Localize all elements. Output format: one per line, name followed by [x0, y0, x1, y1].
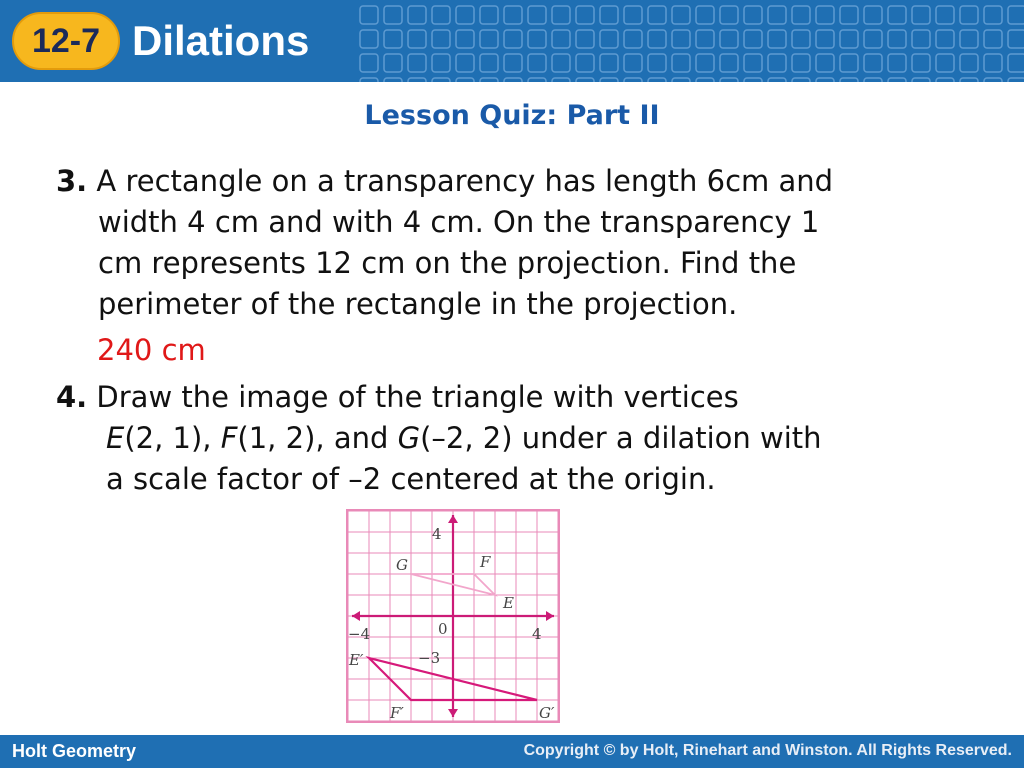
header-grid-cell: [504, 78, 522, 82]
vertex-f-label: F: [220, 421, 238, 455]
y-tick-4-label: 4: [432, 525, 442, 543]
x-tick-4-label: 4: [532, 625, 542, 643]
header-grid-cell: [744, 78, 762, 82]
header-grid-cell: [840, 6, 858, 24]
header-grid-cell: [912, 54, 930, 72]
header-grid-cell: [648, 78, 666, 82]
header-grid-cell: [792, 6, 810, 24]
header-grid-cell: [984, 78, 1002, 82]
header-grid-cell: [888, 6, 906, 24]
header-grid-cell: [552, 6, 570, 24]
header-grid-cell: [792, 54, 810, 72]
header-grid-cell: [672, 78, 690, 82]
header-grid-cell: [696, 6, 714, 24]
header-grid-cell: [864, 30, 882, 48]
header-grid-cell: [936, 54, 954, 72]
header-grid-cell: [456, 54, 474, 72]
header-grid-cell: [960, 30, 978, 48]
footer-bar: [0, 735, 1024, 768]
vertex-f-graph-label: F: [480, 553, 491, 571]
header-grid-cell: [480, 78, 498, 82]
vertex-e-prime-graph-label: E′: [349, 651, 364, 669]
header-grid-cell: [936, 78, 954, 82]
header-grid-cell: [864, 78, 882, 82]
header-grid-cell: [816, 78, 834, 82]
header-grid-cell: [624, 54, 642, 72]
header-grid-cell: [576, 6, 594, 24]
vertex-g-coords: (–2, 2) under a dilation with: [420, 421, 822, 455]
header-grid-cell: [600, 30, 618, 48]
header-grid-cell: [384, 54, 402, 72]
header-grid-cell: [840, 30, 858, 48]
header-grid-cell: [768, 6, 786, 24]
vertex-e-graph-label: E: [503, 594, 514, 612]
header-grid-cell: [816, 30, 834, 48]
header-grid-cell: [432, 54, 450, 72]
header-grid-cell: [768, 78, 786, 82]
header-grid-cell: [624, 6, 642, 24]
vertex-e-label: E: [106, 421, 125, 455]
header-grid-cell: [720, 54, 738, 72]
header-grid-cell: [624, 30, 642, 48]
header-grid-cell: [816, 54, 834, 72]
header-grid-cell: [744, 30, 762, 48]
quiz-title: Lesson Quiz: Part II: [364, 100, 660, 131]
header-grid-cell: [648, 30, 666, 48]
header-grid-cell: [888, 30, 906, 48]
header-grid-cell: [480, 54, 498, 72]
header-grid-cell: [384, 30, 402, 48]
footer-copyright: Copyright © by Holt, Rinehart and Winston. All Rights Reserved.: [523, 742, 1012, 759]
header-grid-cell: [936, 6, 954, 24]
header-grid-cell: [456, 6, 474, 24]
problem-3-line-1: A rectangle on a transparency has length 6cm and: [87, 164, 834, 198]
y-tick-neg3-label: −3: [418, 649, 441, 667]
problem-4-line-3: a scale factor of –2 centered at the origin.: [106, 462, 716, 496]
header-grid-cell: [432, 78, 450, 82]
header-grid-cell: [912, 78, 930, 82]
header-grid-cell: [1008, 6, 1024, 24]
header-grid-cell: [360, 6, 378, 24]
coordinate-graph: [346, 509, 560, 723]
header-grid-cell: [480, 30, 498, 48]
header-grid-cell: [432, 30, 450, 48]
header-grid-cell: [408, 30, 426, 48]
vertex-g-label: G: [397, 421, 421, 455]
header-grid-cell: [600, 54, 618, 72]
problem-4-line-2: [56, 418, 996, 459]
header-grid-cell: [480, 6, 498, 24]
problem-3-line-2: width 4 cm and with 4 cm. On the transparency 1: [98, 205, 820, 239]
header-grid-cell: [504, 54, 522, 72]
header-grid-cell: [528, 78, 546, 82]
header-grid-cell: [840, 54, 858, 72]
header-grid-cell: [984, 30, 1002, 48]
lesson-title: Dilations: [132, 17, 310, 64]
header-grid-cell: [408, 78, 426, 82]
header-grid-cell: [672, 54, 690, 72]
header-grid-cell: [984, 6, 1002, 24]
problem-4-number: 4.: [56, 380, 88, 414]
header-grid-cell: [648, 54, 666, 72]
header-grid-cell: [360, 78, 378, 82]
problem-3-answer: 240 cm: [97, 333, 206, 367]
problem-3-line-4: perimeter of the rectangle in the projection.: [98, 287, 738, 321]
header-grid-cell: [864, 54, 882, 72]
header-grid-cell: [912, 30, 930, 48]
header-grid-cell: [960, 6, 978, 24]
header-grid-cell: [384, 78, 402, 82]
header-grid-cell: [960, 78, 978, 82]
header-grid-cell: [768, 30, 786, 48]
header-grid-cell: [672, 6, 690, 24]
problem-3: [56, 161, 996, 325]
header-grid-cell: [696, 78, 714, 82]
header-grid-cell: [984, 54, 1002, 72]
header-grid-cell: [720, 30, 738, 48]
header-grid-cell: [432, 6, 450, 24]
problem-3-number: 3.: [56, 164, 88, 198]
header-grid-cell: [1008, 54, 1024, 72]
header-grid-cell: [792, 78, 810, 82]
problem-4-line-1: Draw the image of the triangle with vertices: [87, 380, 739, 414]
header-grid-cell: [576, 54, 594, 72]
header-grid-cell: [528, 30, 546, 48]
vertex-g-graph-label: G: [396, 556, 408, 574]
header-grid-cell: [744, 54, 762, 72]
problem-3-line-3: cm represents 12 cm on the projection. Find the: [98, 246, 797, 280]
header-grid-cell: [600, 6, 618, 24]
header-grid-cell: [960, 54, 978, 72]
header-grid-cell: [408, 54, 426, 72]
vertex-f-prime-graph-label: F′: [390, 704, 404, 722]
header-grid-cell: [552, 30, 570, 48]
vertex-e-coords: (2, 1),: [124, 421, 221, 455]
problem-4: [56, 377, 996, 500]
footer-course-name: Holt Geometry: [12, 741, 137, 761]
header-grid-cell: [408, 6, 426, 24]
header-grid-cell: [384, 6, 402, 24]
header-grid-cell: [744, 6, 762, 24]
header-grid-cell: [888, 78, 906, 82]
header-grid-cell: [600, 78, 618, 82]
header-banner: [0, 0, 1024, 82]
header-grid-cell: [888, 54, 906, 72]
vertex-g-prime-graph-label: G′: [539, 704, 555, 722]
header-grid-cell: [840, 78, 858, 82]
header-grid-cell: [576, 78, 594, 82]
header-grid-cell: [576, 30, 594, 48]
header-grid-cell: [528, 54, 546, 72]
header-grid-cell: [720, 6, 738, 24]
header-grid-cell: [624, 78, 642, 82]
header-grid-cell: [768, 54, 786, 72]
header-grid-cell: [456, 30, 474, 48]
lesson-badge: 12-7: [12, 12, 120, 70]
header-grid-cell: [504, 6, 522, 24]
header-grid-cell: [360, 54, 378, 72]
vertex-f-coords: (1, 2), and: [237, 421, 398, 455]
header-grid-cell: [936, 30, 954, 48]
header-grid-cell: [504, 30, 522, 48]
header-grid-cell: [552, 54, 570, 72]
header-grid-cell: [552, 78, 570, 82]
header-grid-cell: [456, 78, 474, 82]
header-grid-cell: [816, 6, 834, 24]
header-grid-cell: [672, 30, 690, 48]
header-grid-cell: [1008, 78, 1024, 82]
header-grid-cell: [696, 30, 714, 48]
header-grid-cell: [912, 6, 930, 24]
x-tick-neg4-label: −4: [348, 625, 371, 643]
header-grid-cell: [864, 6, 882, 24]
header-grid-cell: [792, 30, 810, 48]
header-grid-cell: [360, 30, 378, 48]
header-grid-cell: [696, 54, 714, 72]
header-grid-cell: [648, 6, 666, 24]
origin-label: 0: [438, 620, 448, 638]
header-grid-cell: [1008, 30, 1024, 48]
header-grid-cell: [720, 78, 738, 82]
header-grid-cell: [528, 6, 546, 24]
